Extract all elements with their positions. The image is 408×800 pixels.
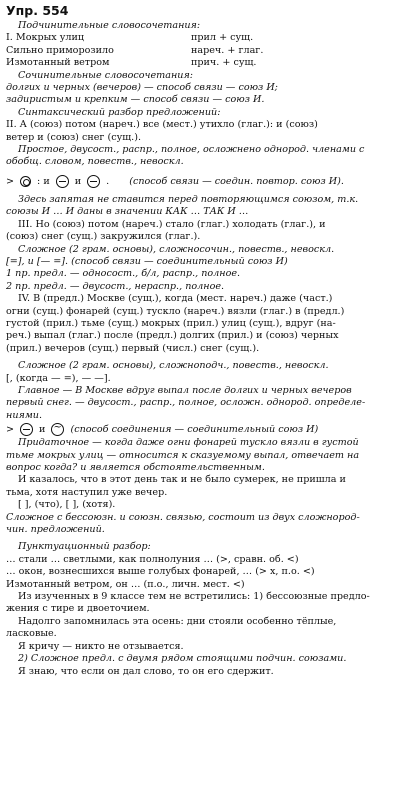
example-line: Я кричу — никто не отзывается. <box>18 640 184 652</box>
main-clause-line: Главное — В Москве вдруг выпал после долгих и черных вечеров <box>18 384 352 396</box>
double-circle-icon <box>20 176 31 187</box>
description-line: Простое, двусост., распр., полное, осложнено однород. членами с <box>18 144 365 156</box>
circle-dash-icon <box>56 175 69 188</box>
sentence-line: ветер и (союз) снег (сущ.). <box>6 131 142 143</box>
predicate-line: 1 пр. предл. — односост., б/л, распр., полное. <box>6 268 241 280</box>
phrase-left: Сильно приморозило <box>6 44 114 56</box>
phrase-right: прич. + сущ. <box>191 57 257 69</box>
sentence-line: II. А (союз) потом (нареч.) все (мест.) утихло (глаг.): и (союз) <box>6 119 318 131</box>
scheme-note: (способ соединения — соединительный союз И) <box>70 424 319 436</box>
description-line: чин. предложений. <box>6 524 105 536</box>
main-clause-line: первый снег. — двусост., распр., полное, осложн. однород. определе- <box>6 397 366 409</box>
sentence-line: огни (сущ.) фонарей (сущ.) тускло (нареч.) вязли (глаг.) в (предл.) <box>6 305 345 317</box>
description-line: Сложное (2 грам. основы), сложносочин., повеств., невоскл. <box>18 243 335 255</box>
phrase-row <box>6 45 402 57</box>
scheme-line: [ ], (что), [ ], (хотя). <box>18 499 116 511</box>
sentence-line: (союз) снег (сущ.) закружился (глаг.). <box>6 231 201 243</box>
main-clause-line: ниями. <box>6 409 43 421</box>
coordinate-line: долгих и черных (вечеров) — способ связи — союз И; <box>6 82 278 94</box>
scheme-note: (способ связи — соедин. повтор. союз И). <box>129 175 344 187</box>
phrase-left: I. Мокрых улиц <box>6 32 85 44</box>
phrase-row <box>6 32 402 44</box>
sentence-line: И казалось, что в этот день так и не было сумерек, не пришла и <box>18 474 346 486</box>
punctuation-heading: Пунктуационный разбор: <box>18 541 151 553</box>
punctuation-item: … окон, вознесшихся выше голубых фонарей, … (> х, п.о. <) <box>6 566 315 578</box>
description-line: Сложное (2 грам. основы), сложноподч., повеств., невоскл. <box>18 360 329 372</box>
phrase-right: нареч. + глаг. <box>191 44 264 56</box>
sentence-line: III. Но (союз) потом (нареч.) стало (глаг.) холодать (глаг.), и <box>18 218 326 230</box>
predicate-line: 2 пр. предл. — двусост., нераспр., полное. <box>6 280 225 292</box>
scheme-line: [=], и [— =]. (способ связи — соединительный союз И) <box>6 255 288 267</box>
sentence-line: IV. В (предл.) Москве (сущ.), когда (мест. нареч.) даже (част.) <box>18 293 333 305</box>
example-line: Надолго запомнилась эта осень: дни стояли особенно тёплые, <box>18 615 337 627</box>
note-line: союзы И … И даны в значении КАК … ТАК И … <box>6 206 249 218</box>
punctuation-item: … стали … светлыми, как полнолуния … (>, сравн. об. <) <box>6 553 299 565</box>
punctuation-item: Измотанный ветром, он … (п.о., личн. мест. <) <box>6 578 245 590</box>
subordinate-heading: Подчинительные словосочетания: <box>18 20 201 31</box>
sentence-scheme: > : и и . (способ связи — соедин. повтор. союз И). <box>6 175 344 187</box>
coordinate-heading: Сочинительные словосочетания: <box>18 69 194 81</box>
sentence-line: густой (прил.) тьме (сущ.) мокрых (прил.) улиц (сущ.), вдруг (на- <box>6 317 336 329</box>
sentence-line: реч.) выпал (глаг.) после (предл.) долгих (прил.) и (союз) черных <box>6 330 339 342</box>
example-line: ласковые. <box>6 628 57 640</box>
topics-line: Из изученных в 9 классе тем не встретились: 1) бессоюзные предло- <box>18 591 370 603</box>
connection-scheme: > и ~ (способ соединения — соединительный союз И) <box>6 422 402 437</box>
example-line: Я знаю, что если он дал слово, то он его сдержит. <box>18 665 274 677</box>
circle-dash-icon <box>87 175 100 188</box>
note-line: Здесь запятая не ставится перед повторяющимся союзом, т.к. <box>18 193 359 205</box>
circle-wave-icon <box>51 423 64 436</box>
subordinate-clause-line: Придаточное — когда даже огни фонарей тускло вязли в густой <box>18 437 359 449</box>
subordinate-clause-line: вопрос когда? и является обстоятельственным. <box>6 462 265 473</box>
description-line: обобщ. словом, повеств., невоскл. <box>6 156 184 168</box>
phrase-right: прил + сущ. <box>191 32 254 44</box>
topic-item: 2) Сложное предл. с двумя рядом стоящими подчин. союзами. <box>18 653 347 665</box>
sentence-line: тьма, хотя наступил уже вечер. <box>6 486 168 498</box>
description-line: Сложное с бессоюзн. и союзн. связью, состоит из двух сложноpод- <box>6 511 360 523</box>
phrase-row <box>6 57 402 69</box>
phrase-left: Измотанный ветром <box>6 57 110 69</box>
topics-line: жения с тире и двоеточием. <box>6 603 150 615</box>
sentence-line: (прил.) вечеров (сущ.) первый (числ.) снег (сущ.). <box>6 342 260 354</box>
circle-dash-icon <box>20 423 33 436</box>
scheme-line: [, (когда — =), — —]. <box>6 372 111 384</box>
subordinate-clause-line: тьме мокрых улиц — относится к сказуемому выпал, отвечает на <box>6 449 360 461</box>
exercise-title: Упр. 554 <box>6 3 69 18</box>
coordinate-line: задиристым и крепким — способ связи — союз И. <box>6 94 265 106</box>
syntax-heading: Синтаксический разбор предложений: <box>18 106 221 118</box>
